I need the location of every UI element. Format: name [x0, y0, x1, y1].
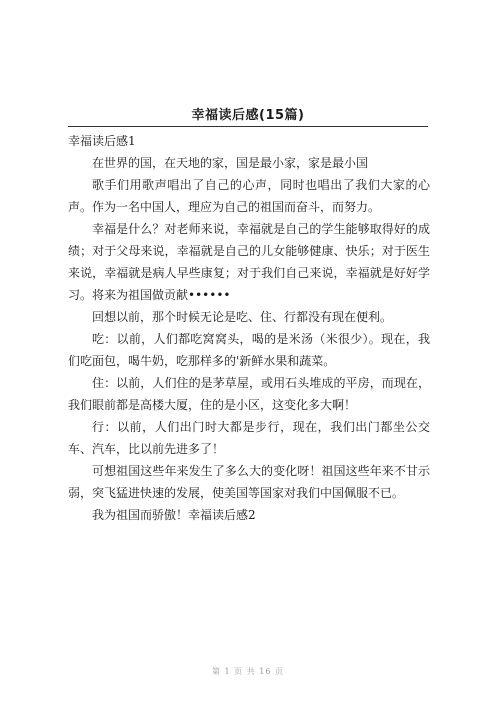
page-number: 第 1 页 共 16 页: [212, 667, 284, 676]
title-divider: [68, 126, 428, 127]
paragraph: 回想以前，那个时候无论是吃、住、行都没有现在便利。: [92, 310, 393, 324]
paragraph: 在世界的国，在天地的家，国是最小家，家是最小国: [92, 156, 369, 170]
document-title: 幸福读后感(15篇): [191, 108, 305, 123]
paragraph: 行：以前，人们出门时大都是步行，现在，我们出门都坐公交车、汽车，比以前先进多了！: [68, 420, 430, 456]
paragraph: 可想祖国这些年来发生了多么大的变化呀！祖国这些年来不甘示弱，突飞猛进快速的发展，使美国等国家对我们中国佩服不已。: [68, 464, 430, 500]
paragraph: 住：以前，人们住的是茅草屋，或用石头堆成的平房，而现在，我们眼前都是高楼大厦，住的是小区，这变化多大啊！: [68, 376, 430, 412]
paragraph: 我为祖国而骄傲！幸福读后感2: [92, 508, 256, 522]
document-body: [68, 130, 430, 526]
paragraph: 吃：以前，人们都吃窝窝头，喝的是米汤（米很少）。现在，我们吃面包，喝牛奶，吃那样多的'新鲜水果和蔬菜。: [68, 332, 430, 368]
paragraph: 幸福是什么？对老师来说，幸福就是自己的学生能够取得好的成绩；对于父母来说，幸福就是自己的儿女能够健康、快乐；对于医生来说，幸福就是病人早些康复；对于我们自己来说，幸福就是好好学习。将来为祖国做贡献••••••: [68, 222, 430, 302]
paragraph: 歌手们用歌声唱出了自己的心声，同时也唱出了我们大家的心声。作为一名中国人，理应为自己的祖国而奋斗，而努力。: [68, 178, 430, 214]
paragraph: 幸福读后感1: [68, 134, 136, 148]
